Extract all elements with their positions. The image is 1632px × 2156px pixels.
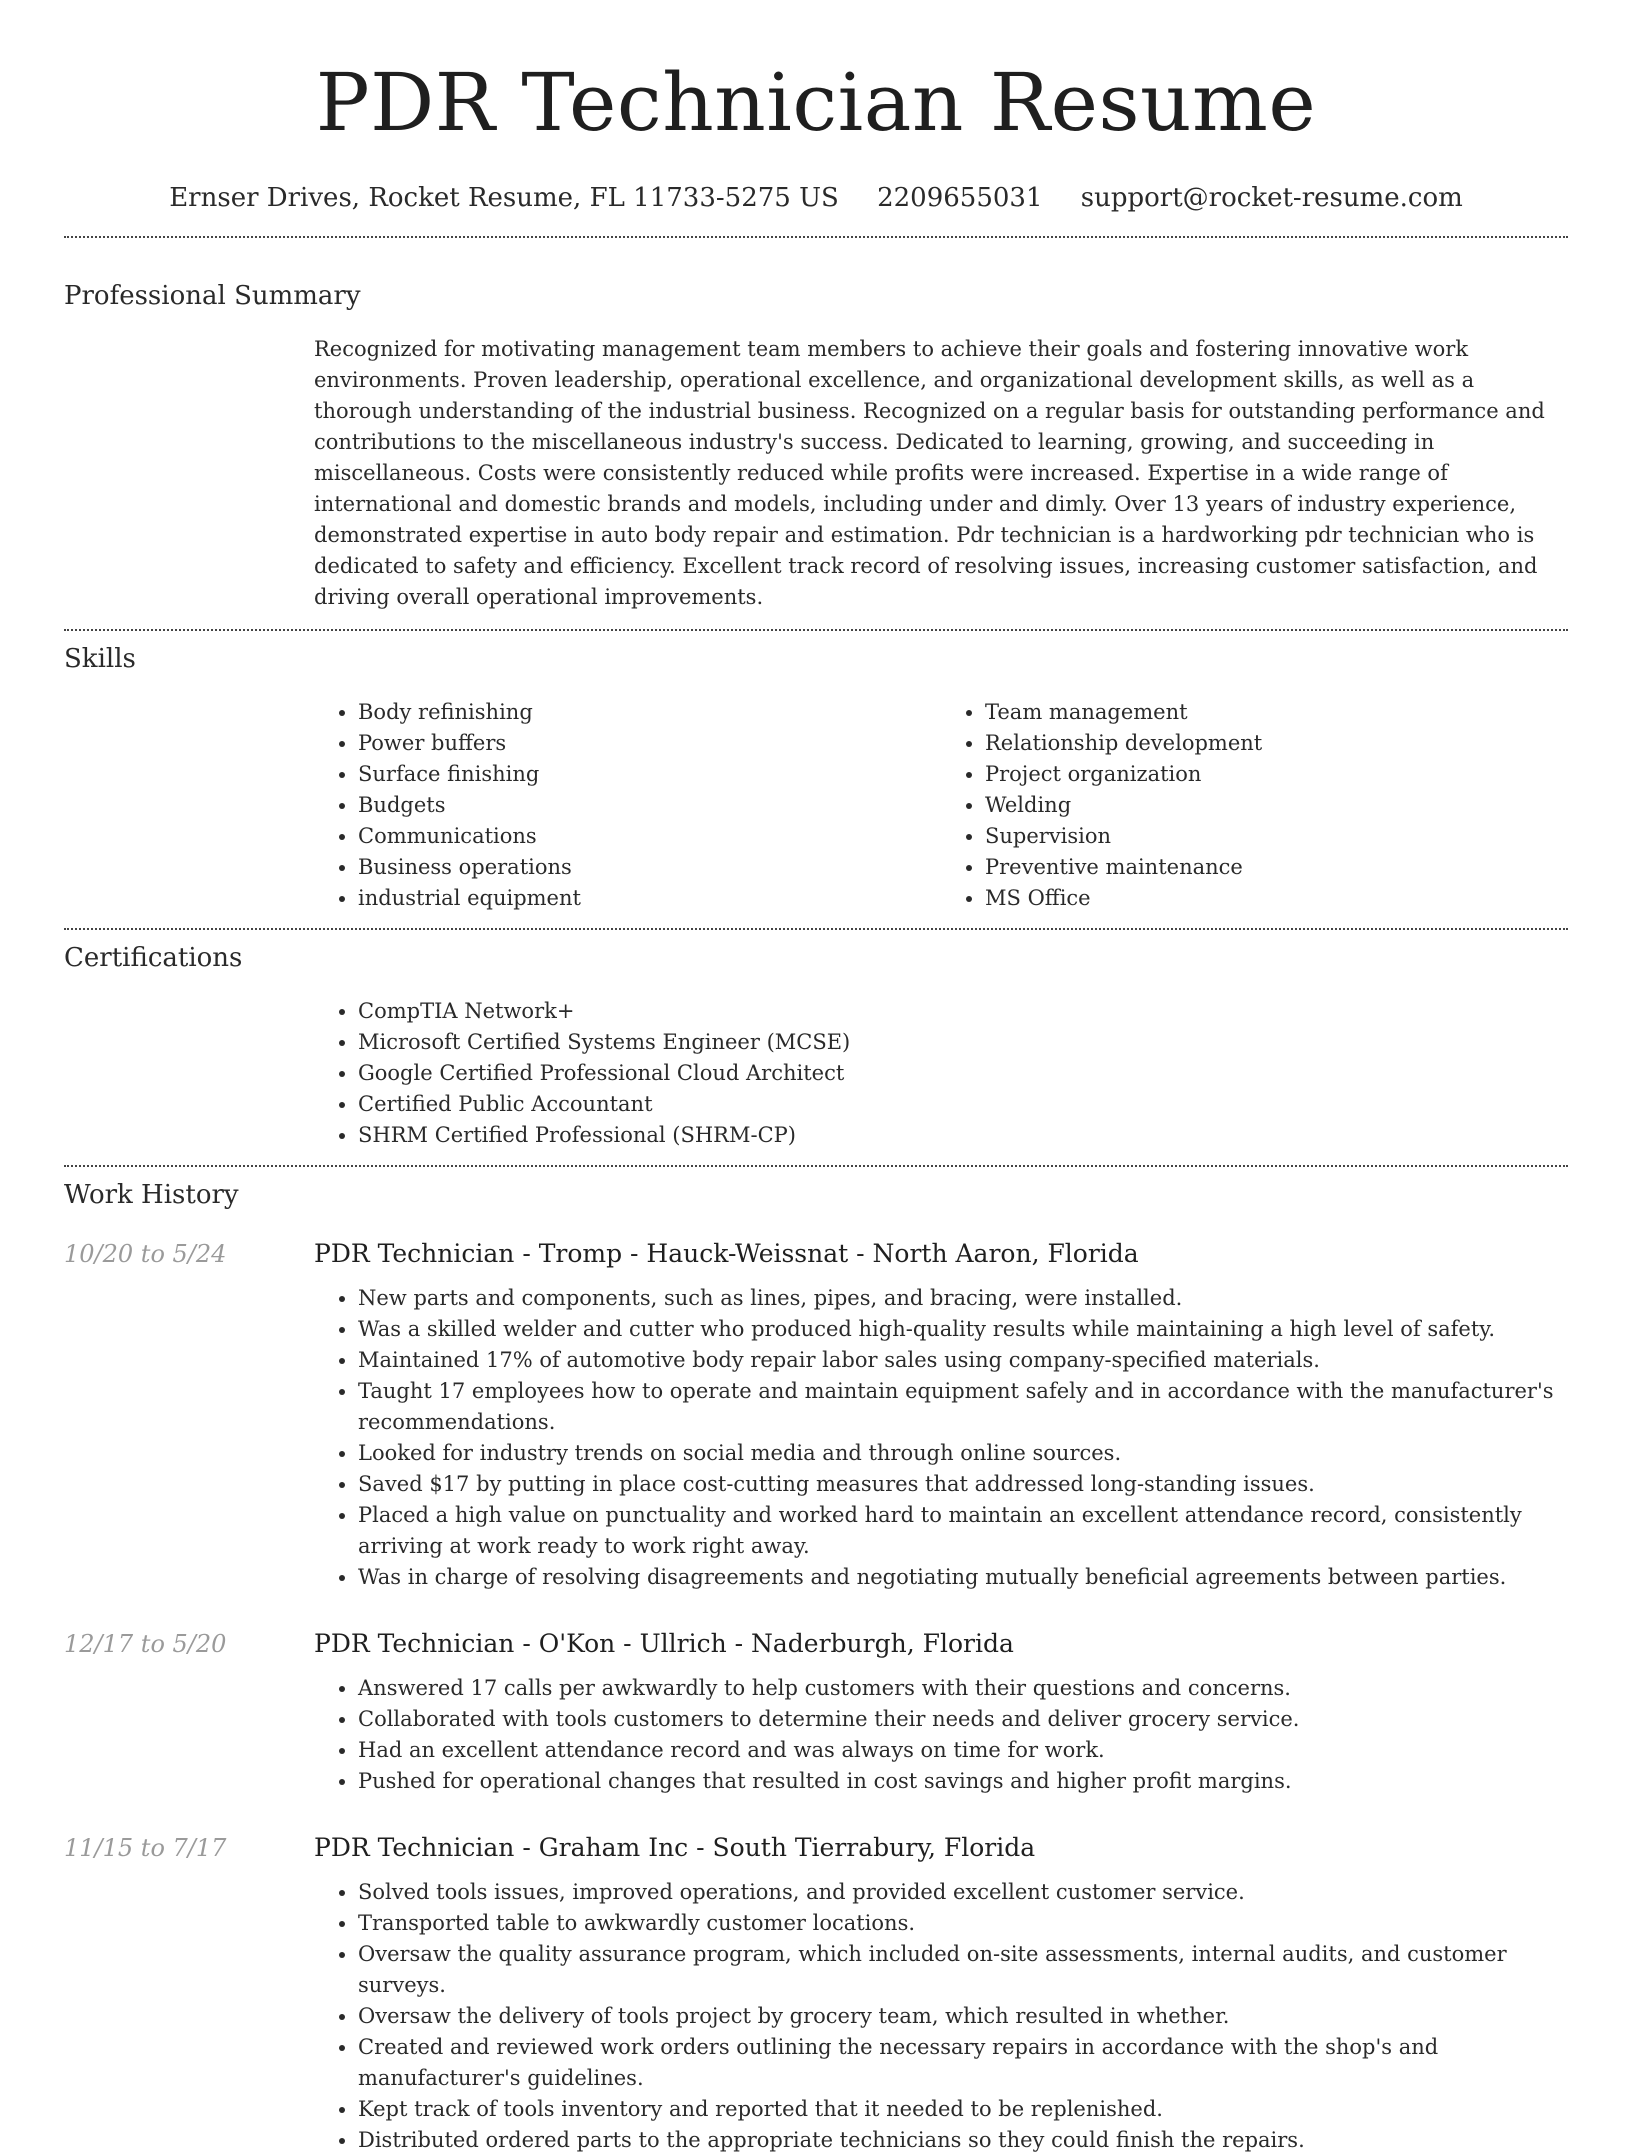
skill-item: • Relationship development <box>985 728 1568 759</box>
job-bullet: • Saved $17 by putting in place cost-cutting measures that addressed long-standing issues. <box>358 1469 1568 1500</box>
job-bullet: • Looked for industry trends on social media and through online sources. <box>358 1438 1568 1469</box>
skill-item: • industrial equipment <box>358 883 941 914</box>
certification-item: • SHRM Certified Professional (SHRM-CP) <box>358 1120 1568 1151</box>
job-entry <box>64 1627 1568 1797</box>
job-details <box>314 1237 1568 1593</box>
job-bullet: • Was a skilled welder and cutter who produced high-quality results while maintaining a high level of safety. <box>358 1314 1568 1345</box>
job-bullets <box>314 1283 1568 1593</box>
summary-text: Recognized for motivating management team members to achieve their goals and fostering innovative work environments. Proven leadership, operational excellence, and organizational development skills, as well as a thorough understanding of the industrial business. Recognized on a regular basis for outstanding performance and contributions to the miscellaneous industry's success. Dedicated to learning, growing, and succeeding in miscellaneous. Costs were consistently reduced while profits were increased. Expertise in a wide range of international and domestic brands and models, including under and dimly. Over 13 years of industry experience, demonstrated expertise in auto body repair and estimation. Pdr technician is a hardworking pdr technician who is dedicated to safety and efficiency. Excellent track record of resolving issues, increasing customer satisfaction, and driving overall operational improvements. <box>314 337 1545 609</box>
skill-item: • Welding <box>985 790 1568 821</box>
job-bullet: • Distributed ordered parts to the appropriate technicians so they could finish the repairs. <box>358 2125 1568 2156</box>
skill-item: • Communications <box>358 821 941 852</box>
job-title: PDR Technician - O'Kon - Ullrich - Naderburgh, Florida <box>314 1629 1014 1658</box>
job-details <box>314 1831 1568 2156</box>
resume-title: PDR Technician Resume <box>315 56 1317 149</box>
summary-heading: Professional Summary <box>64 281 361 311</box>
contact-phone: 2209655031 <box>877 183 1043 213</box>
skill-item: • Surface finishing <box>358 759 941 790</box>
job-title: PDR Technician - Graham Inc - South Tierrabury, Florida <box>314 1833 1036 1862</box>
job-bullet: • Taught 17 employees how to operate and maintain equipment safely and in accordance with the manufacturer's recommendations. <box>358 1376 1568 1438</box>
skill-item: • Team management <box>985 697 1568 728</box>
section-divider <box>64 928 1568 930</box>
job-bullet: • Kept track of tools inventory and reported that it needed to be replenished. <box>358 2094 1568 2125</box>
job-bullet: • Maintained 17% of automotive body repair labor sales using company-specified materials. <box>358 1345 1568 1376</box>
job-bullet: • Placed a high value on punctuality and worked hard to maintain an excellent attendance record, consistently arriving at work ready to work right away. <box>358 1500 1568 1562</box>
skill-item: • Power buffers <box>358 728 941 759</box>
certification-item: • Certified Public Accountant <box>358 1089 1568 1120</box>
skills-heading: Skills <box>64 644 136 674</box>
job-dates: 11/15 to 7/17 <box>64 1834 227 1862</box>
certification-item: • CompTIA Network+ <box>358 996 1568 1027</box>
job-bullet: • Collaborated with tools customers to determine their needs and deliver grocery service. <box>358 1704 1568 1735</box>
job-title: PDR Technician - Tromp - Hauck-Weissnat - North Aaron, Florida <box>314 1239 1139 1268</box>
job-bullet: • Answered 17 calls per awkwardly to help customers with their questions and concerns. <box>358 1673 1568 1704</box>
certification-item: • Google Certified Professional Cloud Architect <box>358 1058 1568 1089</box>
job-bullet: • Transported table to awkwardly customer locations. <box>358 1908 1568 1939</box>
job-bullet: • New parts and components, such as lines, pipes, and bracing, were installed. <box>358 1283 1568 1314</box>
job-entry <box>64 1831 1568 2156</box>
skill-item: • Supervision <box>985 821 1568 852</box>
job-bullets <box>314 1877 1568 2156</box>
contact-address: Ernser Drives, Rocket Resume, FL 11733-5275 US <box>169 183 839 213</box>
contact-line <box>0 180 1632 216</box>
skill-item: • Business operations <box>358 852 941 883</box>
work-history-heading: Work History <box>64 1180 239 1210</box>
job-bullet: • Solved tools issues, improved operations, and provided excellent customer service. <box>358 1877 1568 1908</box>
skill-item: • Budgets <box>358 790 941 821</box>
skills-column-right <box>941 697 1568 914</box>
job-bullet: • Oversaw the delivery of tools project by grocery team, which resulted in whether. <box>358 2001 1568 2032</box>
skills-column-left <box>314 697 941 914</box>
job-dates: 10/20 to 5/24 <box>64 1240 227 1268</box>
job-bullet: • Pushed for operational changes that resulted in cost savings and higher profit margins. <box>358 1766 1568 1797</box>
certifications-list <box>314 996 1568 1151</box>
section-divider <box>64 1165 1568 1167</box>
section-divider <box>64 236 1568 238</box>
skill-item: • Body refinishing <box>358 697 941 728</box>
job-bullet: • Oversaw the quality assurance program, which included on-site assessments, internal audits, and customer surveys. <box>358 1939 1568 2001</box>
skill-item: • Preventive maintenance <box>985 852 1568 883</box>
job-bullets <box>314 1673 1568 1797</box>
skills-list <box>314 697 1568 914</box>
job-details <box>314 1627 1568 1797</box>
job-bullet: • Was in charge of resolving disagreements and negotiating mutually beneficial agreements between parties. <box>358 1562 1568 1593</box>
job-bullet: • Had an excellent attendance record and was always on time for work. <box>358 1735 1568 1766</box>
certifications-heading: Certifications <box>64 943 243 973</box>
skill-item: • Project organization <box>985 759 1568 790</box>
job-bullet: • Created and reviewed work orders outlining the necessary repairs in accordance with the shop's and manufacturer's guidelines. <box>358 2032 1568 2094</box>
skill-item: • MS Office <box>985 883 1568 914</box>
job-entry <box>64 1237 1568 1593</box>
section-divider <box>64 629 1568 631</box>
contact-email[interactable]: support@rocket-resume.com <box>1080 183 1463 213</box>
certification-item: • Microsoft Certified Systems Engineer (MCSE) <box>358 1027 1568 1058</box>
job-dates: 12/17 to 5/20 <box>64 1630 227 1658</box>
